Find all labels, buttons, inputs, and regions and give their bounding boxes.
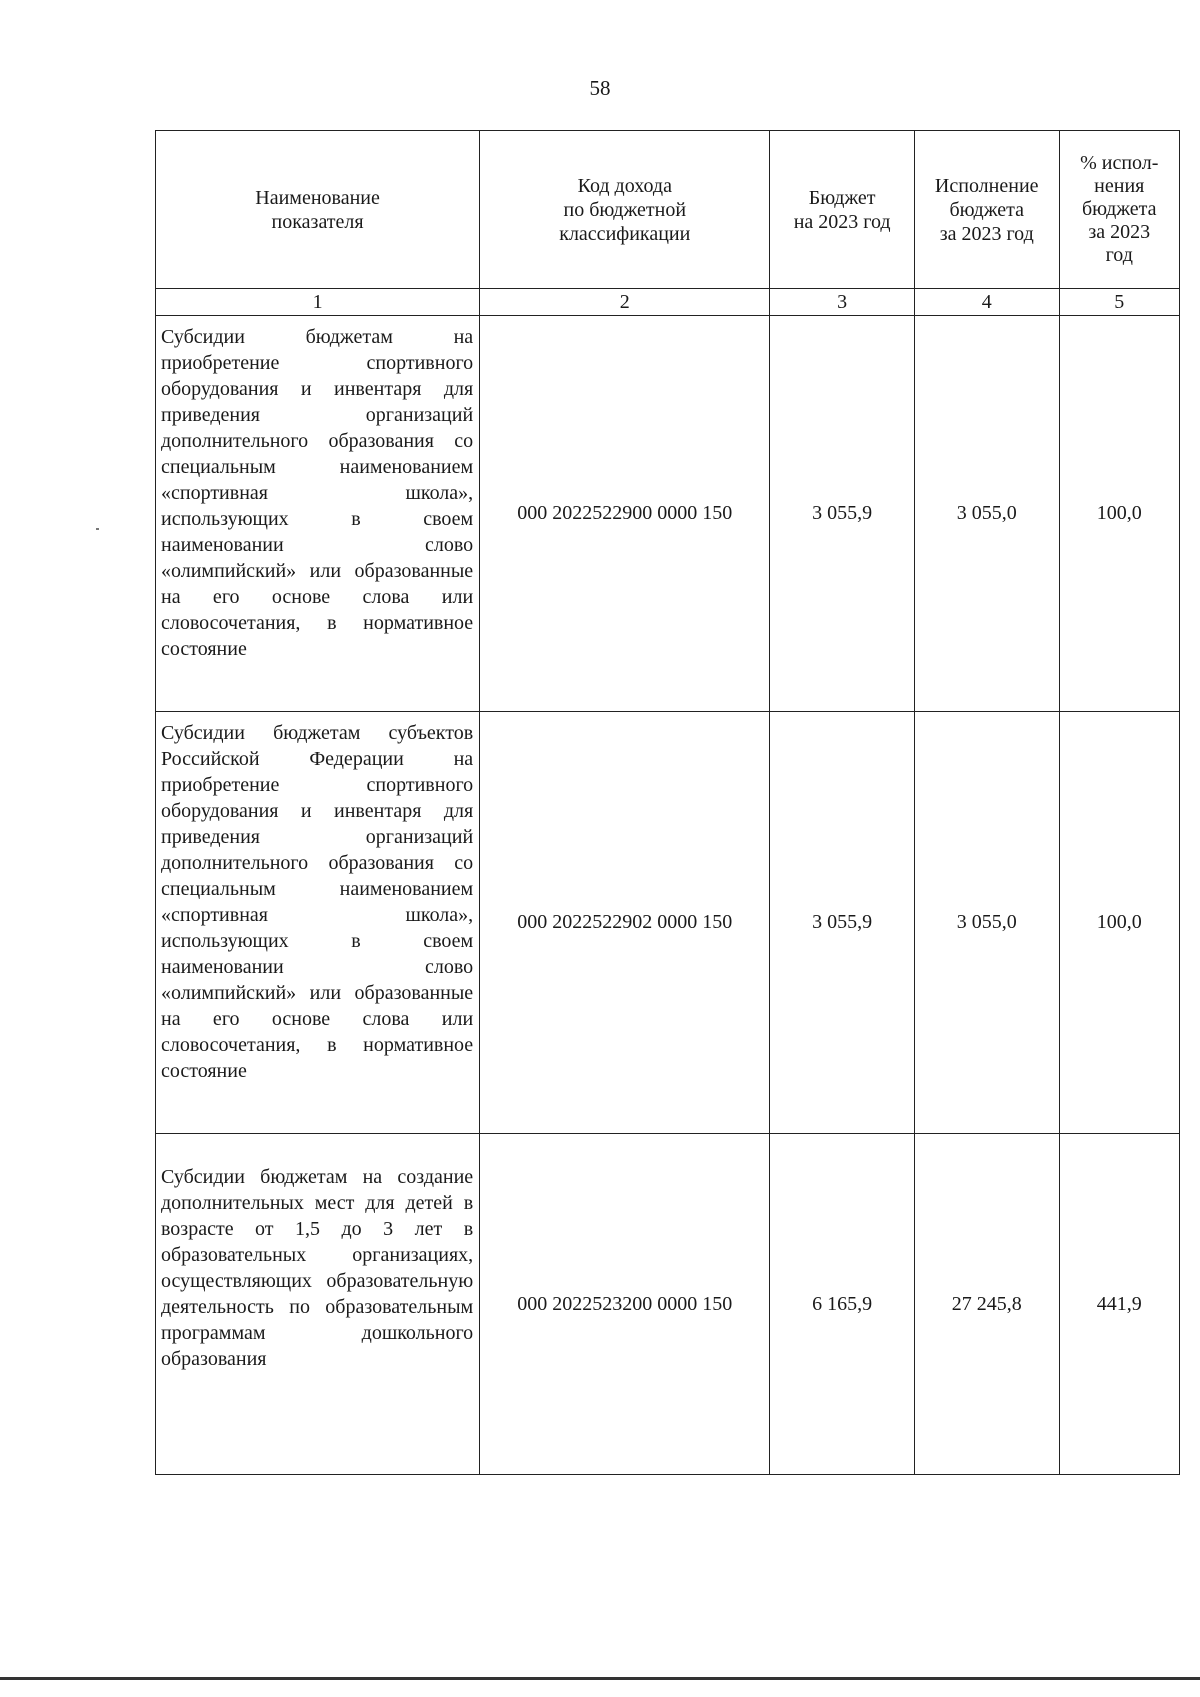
column-number-row [156,289,1180,316]
budget-value: 3 055,9 [770,316,915,712]
column-number: 2 [480,289,770,316]
table-row [156,316,1180,712]
bottom-divider [0,1677,1200,1680]
column-number: 5 [1059,289,1179,316]
page-number: 58 [589,76,611,100]
budget-value: 6 165,9 [770,1134,915,1475]
table-header-row [156,131,1180,289]
execution-value: 27 245,8 [914,1134,1059,1475]
scan-speck [96,528,99,530]
percent-value: 441,9 [1059,1134,1179,1475]
percent-value: 100,0 [1059,712,1179,1134]
income-code: 000 2022522900 0000 150 [480,316,770,712]
table-row [156,1134,1180,1475]
column-number: 3 [770,289,915,316]
header-execution: Исполнение бюджета за 2023 год [914,131,1059,289]
indicator-name: Субсидии бюджетам на приобретение спортивного оборудования и инвентаря для приведения организаций дополнительного образования со специальным наименованием «спортивная школа», использующих в своем наименовании слово «олимпийский» или образованные на его основе слова или словосочетания, в нормативное состояние [156,316,480,712]
header-indicator-name: Наименование показателя [156,131,480,289]
budget-table [155,130,1180,1475]
budget-value: 3 055,9 [770,712,915,1134]
header-budget: Бюджет на 2023 год [770,131,915,289]
income-code: 000 2022522902 0000 150 [480,712,770,1134]
indicator-name: Субсидии бюджетам субъектов Российской Федерации на приобретение спортивного оборудования и инвентаря для приведения организаций дополнительного образования со специальным наименованием «спортивная школа», использующих в своем наименовании слово «олимпийский» или образованные на его основе слова или словосочетания, в нормативное состояние [156,712,480,1134]
execution-value: 3 055,0 [914,316,1059,712]
income-code: 000 2022523200 0000 150 [480,1134,770,1475]
column-number: 1 [156,289,480,316]
column-number: 4 [914,289,1059,316]
header-percent: % испол- нения бюджета за 2023 год [1059,131,1179,289]
percent-value: 100,0 [1059,316,1179,712]
table-row [156,712,1180,1134]
execution-value: 3 055,0 [914,712,1059,1134]
indicator-name: Субсидии бюджетам на создание дополнительных мест для детей в возрасте от 1,5 до 3 лет в образовательных организациях, осуществляющих образовательную деятельность по образовательным программам дошкольного образования [156,1134,480,1475]
header-income-code: Код дохода по бюджетной классификации [480,131,770,289]
